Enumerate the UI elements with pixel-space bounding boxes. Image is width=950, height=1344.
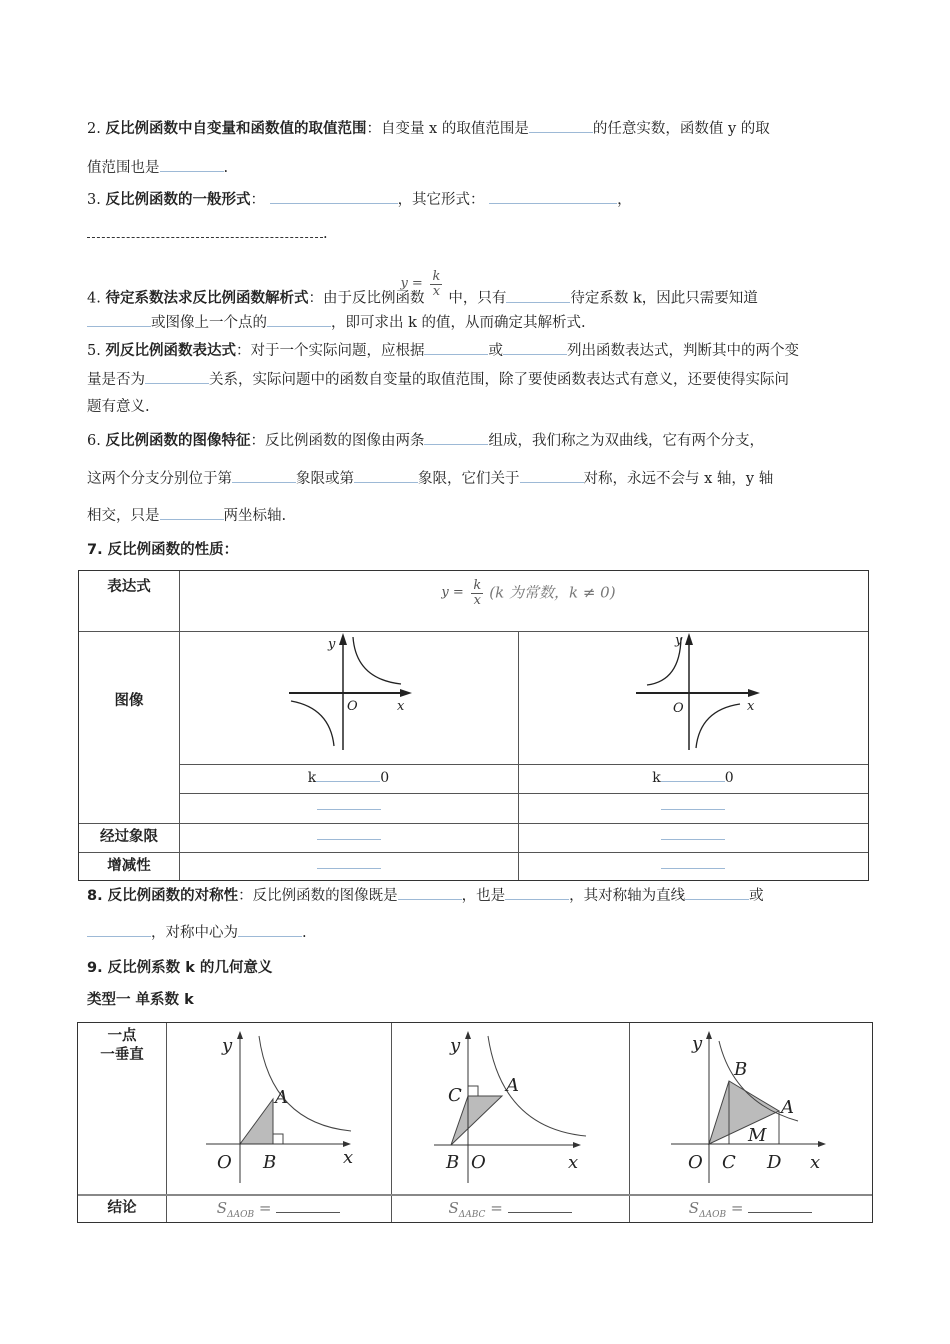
row-header-expression: 表达式 <box>107 579 151 595</box>
svg-text:y: y <box>328 637 336 652</box>
text-line <box>87 397 150 417</box>
text: 3. <box>87 192 106 208</box>
bold-heading: 反比例函数中自变量和函数值的取值范围 <box>105 121 367 137</box>
text: ：反比例函数的图像既是 <box>238 888 398 904</box>
k-sign-blank[interactable] <box>316 767 380 782</box>
text: 关系，实际问题中的函数自变量的取值范围，除了要使函数表达式有意义，还要使得实际问 <box>209 372 789 388</box>
text: ：自变量 x 的取值范围是 <box>366 121 529 137</box>
text: 象限，它们关于 <box>418 471 520 487</box>
formula-den: x <box>432 284 441 299</box>
fill-in-blank[interactable] <box>503 340 567 355</box>
row-header-monotonicity: 增减性 <box>107 858 151 874</box>
bold-heading: 列反比例函数表达式 <box>105 343 236 359</box>
conclusion-2: $S_{\Delta ABC}$ = <box>391 1198 629 1220</box>
svg-text:y: y <box>450 1035 461 1056</box>
conclusion-3: $S_{\Delta AOB}$ = <box>629 1198 872 1220</box>
svg-text:A: A <box>275 1087 288 1108</box>
text-line <box>87 189 632 210</box>
fill-in-blank[interactable] <box>685 885 749 900</box>
properties-table <box>78 570 869 881</box>
row-header-one-point-one-perpendicular: 一点 一垂直 <box>100 1028 144 1063</box>
text-line <box>87 312 586 333</box>
fill-in-blank[interactable] <box>506 288 570 303</box>
text: 这两个分支分别位于第 <box>87 471 232 487</box>
fill-in-blank[interactable] <box>87 922 151 937</box>
area-blank[interactable] <box>276 1198 340 1213</box>
fill-in-blank[interactable] <box>267 312 331 327</box>
svg-text:x: x <box>747 699 755 714</box>
text-line <box>87 269 758 313</box>
svg-text:O: O <box>688 1152 703 1173</box>
text: ，即可求出 k 的值，从而确定其解析式. <box>331 315 586 331</box>
text: 或 <box>488 343 503 359</box>
bold-heading: 7. 反比例函数的性质： <box>87 542 239 558</box>
expression-formula: y = k x (k 为常数，k ≠ 0) <box>441 578 616 608</box>
text: ，也是 <box>461 888 506 904</box>
text: 待定系数 k，因此只需要知道 <box>570 290 758 307</box>
fill-in-blank[interactable] <box>505 885 569 900</box>
svg-text:M: M <box>748 1125 767 1146</box>
quadrant-blank[interactable] <box>661 825 725 840</box>
text: 列出函数表达式，判断其中的两个变 <box>566 343 799 359</box>
text: 或图像上一个点的 <box>151 315 267 331</box>
answer-blank[interactable] <box>317 795 381 810</box>
svg-text:y: y <box>222 1035 233 1056</box>
svg-text:B: B <box>734 1059 748 1080</box>
text: ，其它形式： <box>397 192 490 208</box>
row-header-conclusion: 结论 <box>107 1200 137 1216</box>
monotonicity-blank[interactable] <box>661 854 725 869</box>
fill-in-blank[interactable] <box>354 468 418 483</box>
text-line <box>87 885 764 906</box>
formula-num: k <box>432 269 441 284</box>
text: ：由于反比例函数 <box>308 290 425 307</box>
svg-text:O: O <box>673 701 684 716</box>
fill-in-blank[interactable] <box>424 340 488 355</box>
k-sign-blank[interactable] <box>661 767 725 782</box>
fill-in-blank[interactable] <box>398 885 462 900</box>
formula-lhs: y = <box>400 276 423 291</box>
svg-text:x: x <box>568 1152 579 1173</box>
text-line <box>87 157 228 178</box>
text: 两坐标轴. <box>223 508 287 524</box>
text-line <box>87 340 799 361</box>
text: ：对于一个实际问题，应根据 <box>235 343 425 359</box>
fill-in-blank[interactable] <box>238 922 302 937</box>
text: 中，只有 <box>448 290 507 307</box>
fill-in-blank[interactable] <box>87 312 151 327</box>
text: ，其对称轴为直线 <box>569 888 686 904</box>
quadrant-blank[interactable] <box>317 825 381 840</box>
bold-heading: 反比例函数的一般形式 <box>105 192 251 208</box>
figure-triangle-aob <box>167 1023 391 1193</box>
fill-in-blank[interactable] <box>160 157 224 172</box>
svg-text:x: x <box>343 1147 354 1168</box>
svg-text:D: D <box>767 1152 782 1173</box>
text: 2. <box>87 121 106 137</box>
svg-text:A: A <box>781 1097 794 1118</box>
svg-text:y: y <box>675 633 683 648</box>
text: ， <box>617 192 632 208</box>
text: 或 <box>749 888 764 904</box>
text-line <box>87 369 789 390</box>
text: 4. <box>87 290 106 307</box>
text-line <box>87 958 272 978</box>
text-line <box>87 468 773 489</box>
svg-text:O: O <box>471 1152 486 1173</box>
k-sign-negative: k 0 <box>518 767 868 786</box>
area-blank[interactable] <box>748 1198 812 1213</box>
text: . <box>323 226 328 242</box>
geometry-table <box>77 1022 873 1223</box>
fill-in-blank[interactable] <box>529 118 593 133</box>
svg-text:x: x <box>810 1152 821 1173</box>
text: ，对称中心为 <box>151 925 238 941</box>
fraction-formula <box>400 269 442 299</box>
text-line <box>87 430 764 451</box>
conclusion-1: $S_{\Delta AOB}$ = <box>166 1198 391 1220</box>
text: 组成，我们称之为双曲线，它有两个分支， <box>488 433 764 449</box>
row-header-quadrants: 经过象限 <box>100 829 158 845</box>
svg-text:O: O <box>347 699 358 714</box>
bold-heading: 待定系数法求反比例函数解析式 <box>105 290 309 307</box>
text-line <box>87 223 328 244</box>
text: 相交，只是 <box>87 508 160 524</box>
text: ： <box>250 192 270 208</box>
k-sign-positive: k 0 <box>179 767 518 786</box>
fill-in-blank[interactable] <box>87 223 323 238</box>
graph-k-negative <box>519 632 868 764</box>
text: 值范围也是 <box>87 160 160 176</box>
text-line <box>87 118 770 139</box>
text-line <box>87 922 307 943</box>
text: ：反比例函数的图像由两条 <box>250 433 425 449</box>
row-header-graph: 图像 <box>114 693 144 709</box>
text: . <box>223 160 229 176</box>
svg-text:y: y <box>692 1033 703 1054</box>
svg-text:B: B <box>446 1152 460 1173</box>
fill-in-blank[interactable] <box>160 505 224 520</box>
text: 对称，永远不会与 x 轴，y 轴 <box>583 471 774 487</box>
figure-triangle-abc <box>392 1023 629 1193</box>
figure-triangle-aob-with-projections <box>630 1023 872 1193</box>
bold-heading: 类型一 单系数 k <box>87 992 194 1008</box>
svg-text:B: B <box>263 1152 277 1173</box>
graph-k-positive <box>180 632 518 764</box>
text: 6. <box>87 433 106 449</box>
bold-heading: 9. 反比例系数 k 的几何意义 <box>87 960 273 976</box>
text: 量是否为 <box>87 372 145 388</box>
fill-in-blank[interactable] <box>232 468 296 483</box>
svg-text:A: A <box>506 1075 519 1096</box>
text: . <box>302 925 307 941</box>
text: 5. <box>87 343 106 359</box>
bold-heading: 反比例函数的图像特征 <box>105 433 251 449</box>
text: 的任意实数，函数值 y 的取 <box>592 121 770 137</box>
text-line <box>87 540 238 560</box>
answer-blank[interactable] <box>661 795 725 810</box>
area-blank[interactable] <box>508 1198 572 1213</box>
fill-in-blank[interactable] <box>145 369 209 384</box>
svg-text:C: C <box>448 1085 462 1106</box>
fill-in-blank[interactable] <box>520 468 584 483</box>
fill-in-blank[interactable] <box>270 189 398 204</box>
monotonicity-blank[interactable] <box>317 854 381 869</box>
bold-heading: 8. 反比例函数的对称性 <box>87 888 239 904</box>
svg-text:O: O <box>217 1152 232 1173</box>
text: 题有意义. <box>87 399 150 415</box>
svg-text:C: C <box>722 1152 736 1173</box>
fill-in-blank[interactable] <box>424 430 488 445</box>
text-line <box>87 990 194 1010</box>
text-line <box>87 505 286 526</box>
fill-in-blank[interactable] <box>489 189 617 204</box>
svg-text:x: x <box>397 699 405 714</box>
text: 象限或第 <box>296 471 354 487</box>
